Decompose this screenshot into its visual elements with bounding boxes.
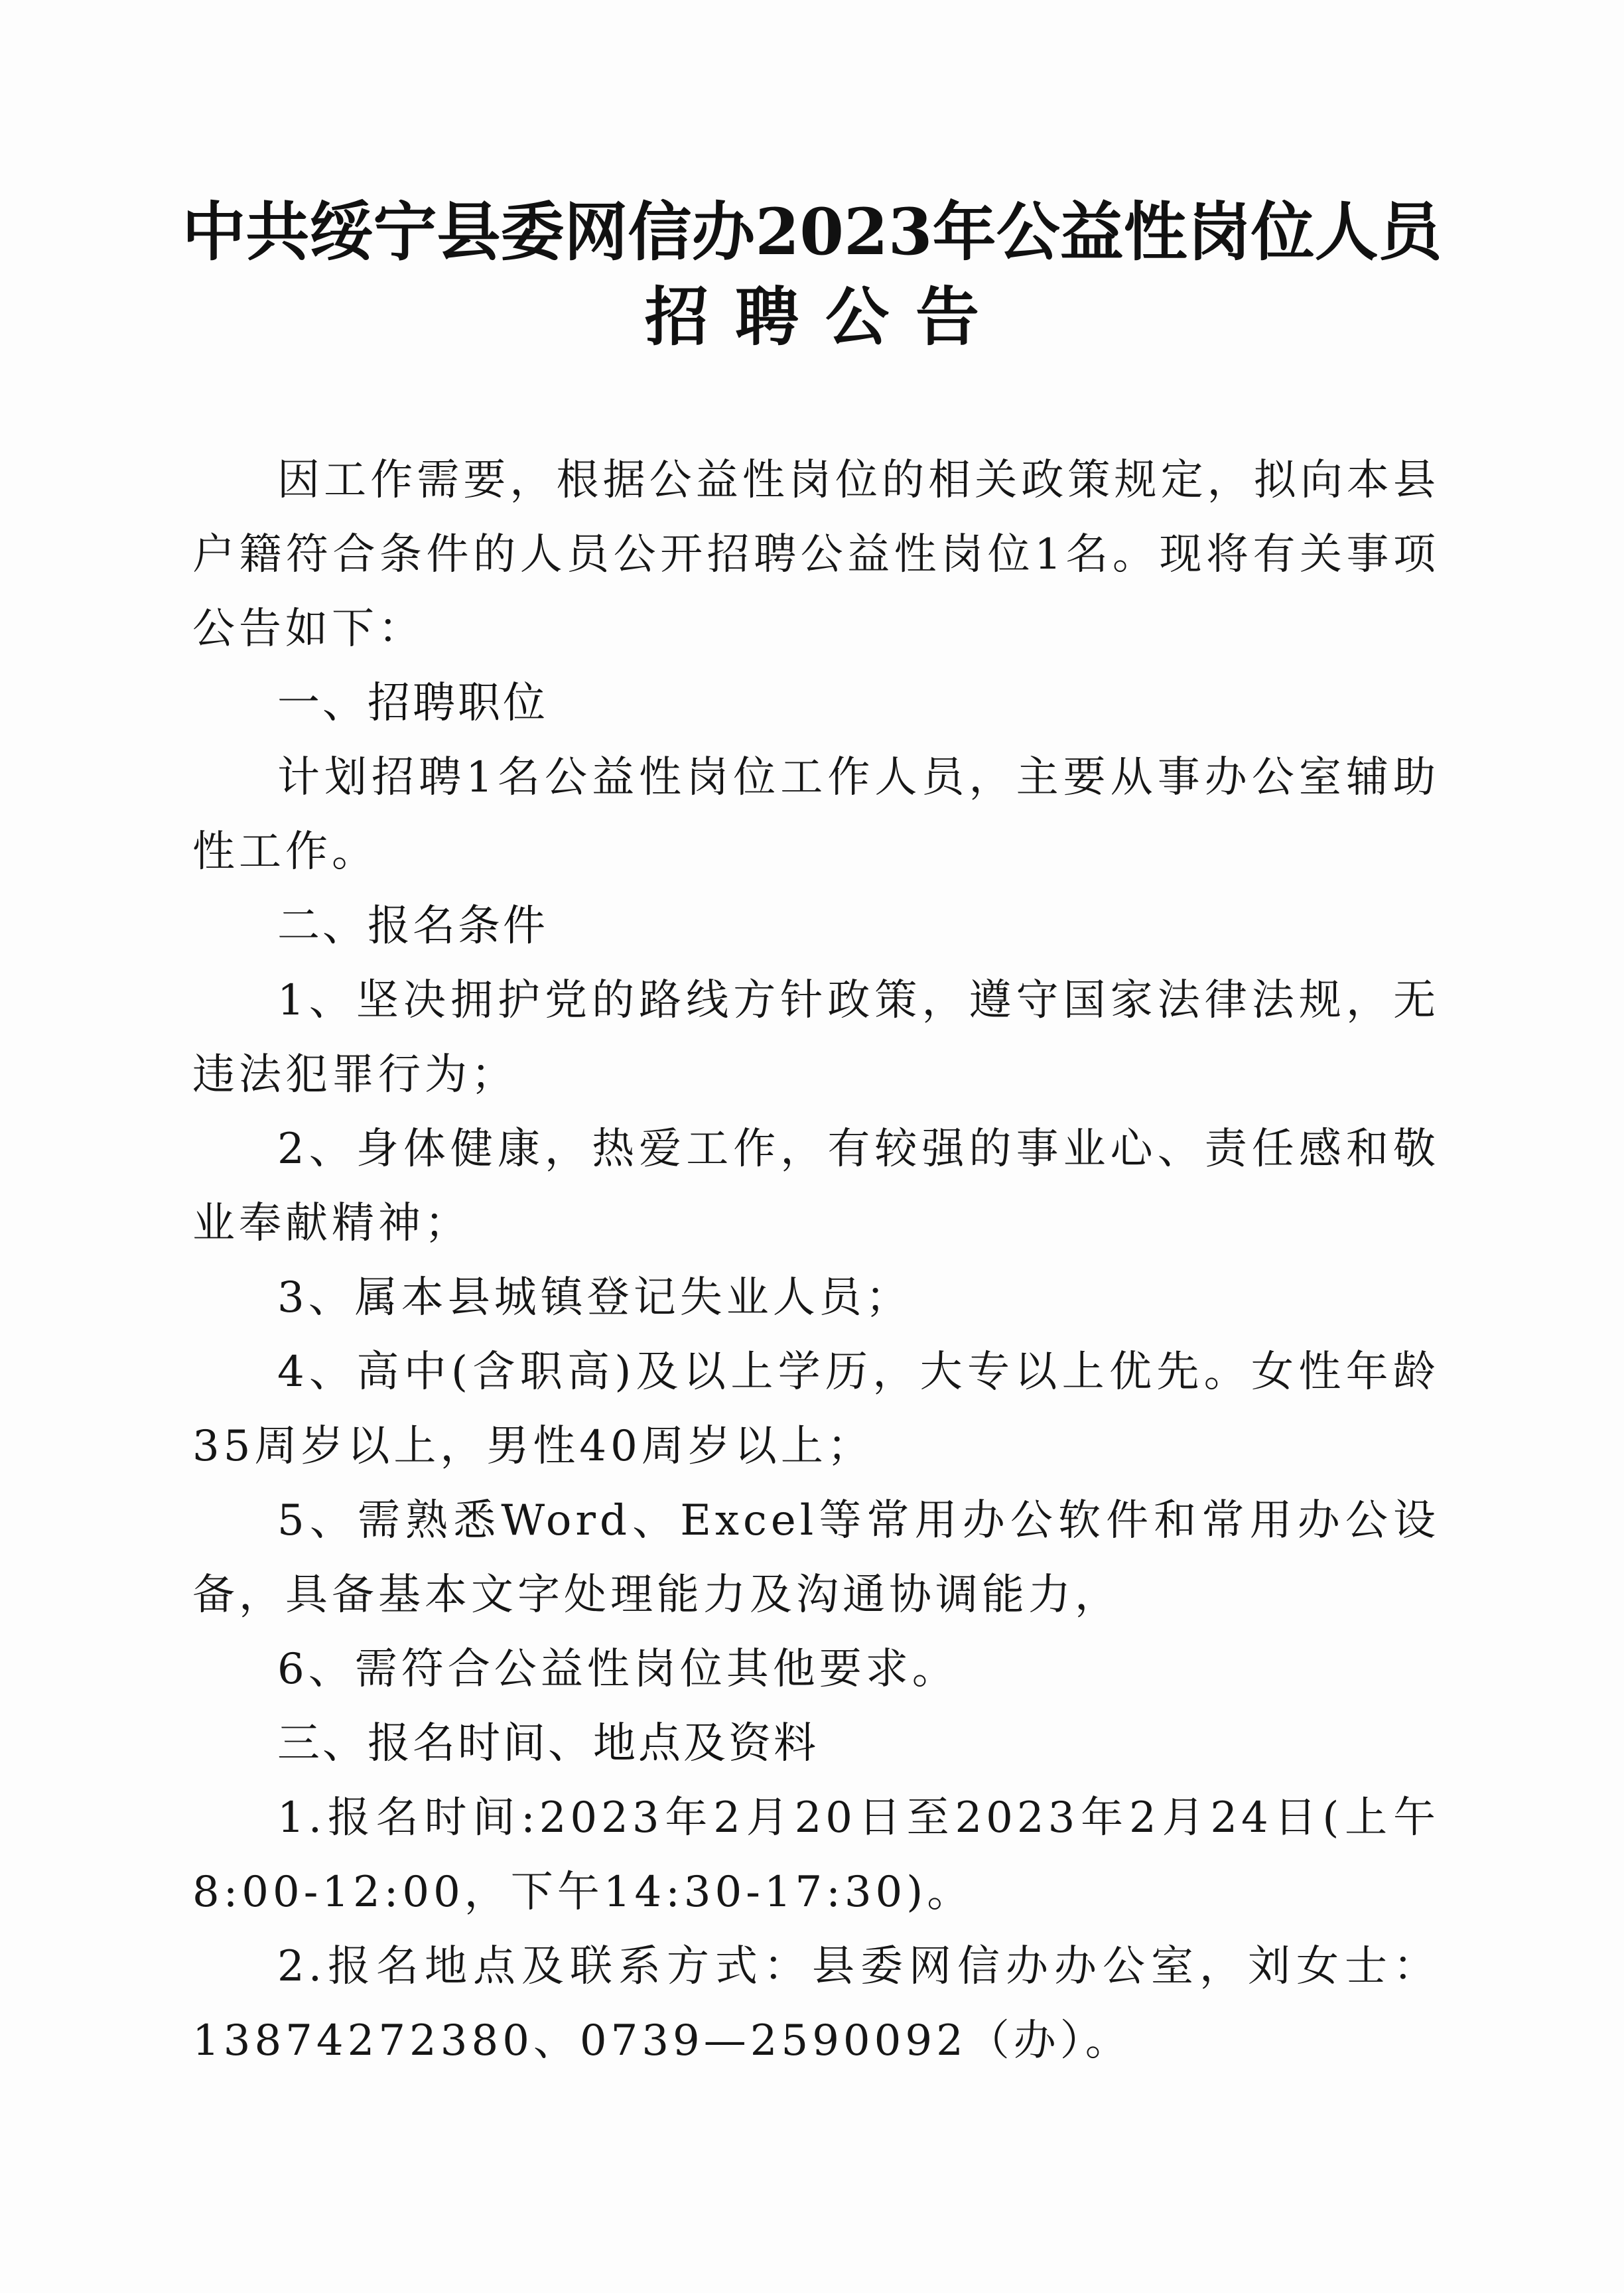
section-1-heading: 一、招聘职位 (277, 679, 548, 728)
intro-paragraph: 因工作需要，根据公益性岗位的相关政策规定，拟向本县户籍符合条件的人员公开招聘公益性岗位1名。现将有关事项公告如下： (192, 456, 1440, 654)
document-title-line-2: 招聘公告 (645, 279, 1006, 354)
document-body (192, 443, 1440, 2078)
document-title-line-1: 中共绥宁县委网信办2023年公益性岗位人员 (182, 194, 1442, 269)
requirement-item-4: 4、高中(含职高)及以上学历，大专以上优先。女性年龄35周岁以上，男性40周岁以上； (192, 1348, 1440, 1471)
section-2-heading: 二、报名条件 (277, 902, 548, 951)
requirement-item-2: 2、身体健康，热爱工作，有较强的事业心、责任感和敬业奉献精神； (192, 1125, 1440, 1248)
requirement-item-1: 1、坚决拥护党的路线方针政策，遵守国家法律法规，无违法犯罪行为； (192, 976, 1440, 1099)
section-3-heading: 三、报名时间、地点及资料 (277, 1719, 819, 1768)
requirement-item-6: 6、需符合公益性岗位其他要求。 (277, 1645, 959, 1694)
registration-location-contact: 2.报名地点及联系方式：县委网信办办公室，刘女士：13874272380、0739—2590092（办）。 (192, 1942, 1440, 2065)
requirement-item-3: 3、属本县城镇登记失业人员； (277, 1273, 912, 1322)
section-1-text: 计划招聘1名公益性岗位工作人员，主要从事办公室辅助性工作。 (192, 753, 1440, 876)
requirement-item-5: 5、需熟悉Word、Excel等常用办公软件和常用办公设备，具备基本文字处理能力及沟通协调能力， (192, 1496, 1440, 1620)
registration-time: 1.报名时间:2023年2月20日至2023年2月24日(上午8:00-12:00，下午14:30-17:30)。 (192, 1793, 1440, 1917)
